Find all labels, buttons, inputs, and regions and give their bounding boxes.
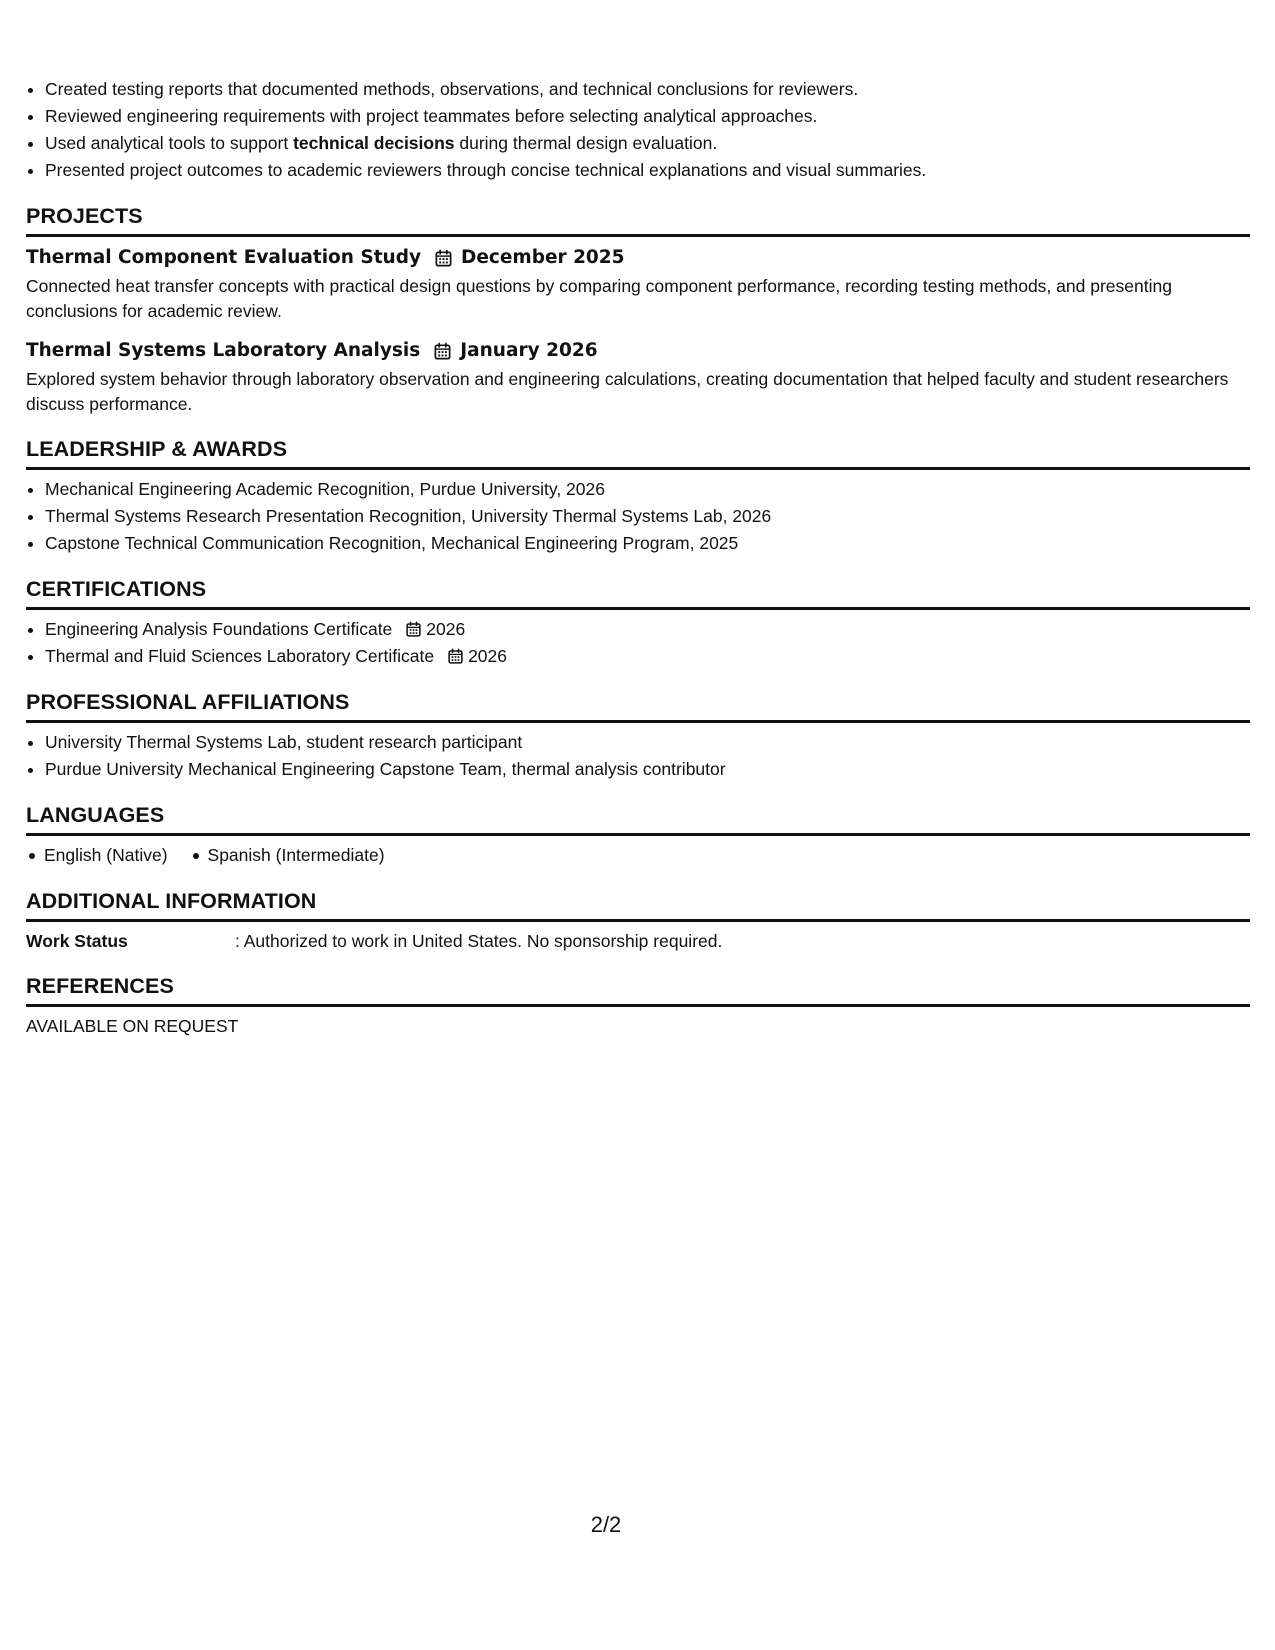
list-item: • Created testing reports that documented methods, observations, and technical conclusions for reviewers. xyxy=(45,76,1250,103)
list-item: • University Thermal Systems Lab, student research participant xyxy=(45,729,1250,756)
section-heading: REFERENCES xyxy=(26,973,1250,1007)
project-item xyxy=(26,243,1250,324)
section-heading: CERTIFICATIONS xyxy=(26,576,1250,610)
calendar-icon xyxy=(405,621,422,638)
awards-list xyxy=(26,476,1250,557)
project-title: Thermal Component Evaluation Study xyxy=(26,247,422,268)
additional-info-section xyxy=(26,888,1250,954)
affiliations-list xyxy=(26,729,1250,783)
experience-bullet-list xyxy=(26,76,1250,184)
calendar-icon xyxy=(434,249,453,268)
references-section xyxy=(26,973,1250,1039)
page-number: 2/2 xyxy=(590,1512,622,1537)
section-heading: PROFESSIONAL AFFILIATIONS xyxy=(26,689,1250,723)
section-heading: PROJECTS xyxy=(26,203,1250,237)
list-item: Spanish (Intermediate) xyxy=(190,842,385,869)
section-heading: ADDITIONAL INFORMATION xyxy=(26,888,1250,922)
certification-name: • Thermal and Fluid Sciences Laboratory Certificate xyxy=(45,646,435,666)
section-heading: LANGUAGES xyxy=(26,802,1250,836)
list-item: English (Native) xyxy=(26,842,168,869)
calendar-icon xyxy=(433,342,452,361)
project-title: Thermal Systems Laboratory Analysis xyxy=(26,340,421,361)
list-item: • Mechanical Engineering Academic Recognition, Purdue University, 2026 xyxy=(45,476,1250,503)
certifications-list xyxy=(26,616,1250,670)
languages-list xyxy=(26,842,1250,869)
certifications-section xyxy=(26,576,1250,670)
project-header xyxy=(26,336,1250,366)
list-item: • Reviewed engineering requirements with project teammates before selecting analytical approaches. xyxy=(45,103,1250,130)
languages-section xyxy=(26,802,1250,869)
work-status-row xyxy=(26,928,1250,954)
project-item xyxy=(26,336,1250,417)
list-item: • Purdue University Mechanical Engineering Capstone Team, thermal analysis contributor xyxy=(45,756,1250,783)
project-date: December 2025 xyxy=(461,247,625,268)
list-item: • Used analytical tools to support technical decisions during thermal design evaluation. xyxy=(45,130,1250,157)
list-item: • Thermal Systems Research Presentation Recognition, University Thermal Systems Lab, 2026 xyxy=(45,503,1250,530)
emphasis-text: technical decisions xyxy=(293,133,455,153)
section-heading: LEADERSHIP & AWARDS xyxy=(26,436,1250,470)
certification-name: • Engineering Analysis Foundations Certificate xyxy=(45,619,393,639)
certification-year: 2026 xyxy=(468,646,508,666)
certification-year: 2026 xyxy=(426,619,466,639)
affiliations-section xyxy=(26,689,1250,783)
resume-page xyxy=(26,76,1250,1039)
projects-section xyxy=(26,203,1250,417)
list-item: • Presented project outcomes to academic reviewers through concise technical explanations and visual summaries. xyxy=(45,157,1250,184)
project-date: January 2026 xyxy=(460,340,598,361)
references-text: AVAILABLE ON REQUEST xyxy=(26,1016,239,1036)
project-header xyxy=(26,243,1250,273)
work-status-label: Work Status xyxy=(26,931,128,951)
calendar-icon xyxy=(447,648,464,665)
leadership-section xyxy=(26,436,1250,557)
work-status-value: : Authorized to work in United States. No sponsorship required. xyxy=(235,931,723,951)
list-item: • Capstone Technical Communication Recognition, Mechanical Engineering Program, 2025 xyxy=(45,530,1250,557)
list-item xyxy=(45,616,1250,643)
list-item xyxy=(45,643,1250,670)
project-description: Explored system behavior through laboratory observation and engineering calculations, creating documentation that helped faculty and student researchers discuss performance. xyxy=(26,369,1229,414)
project-description: Connected heat transfer concepts with practical design questions by comparing component performance, recording testing methods, and presenting conclusions for academic review. xyxy=(26,276,1172,321)
